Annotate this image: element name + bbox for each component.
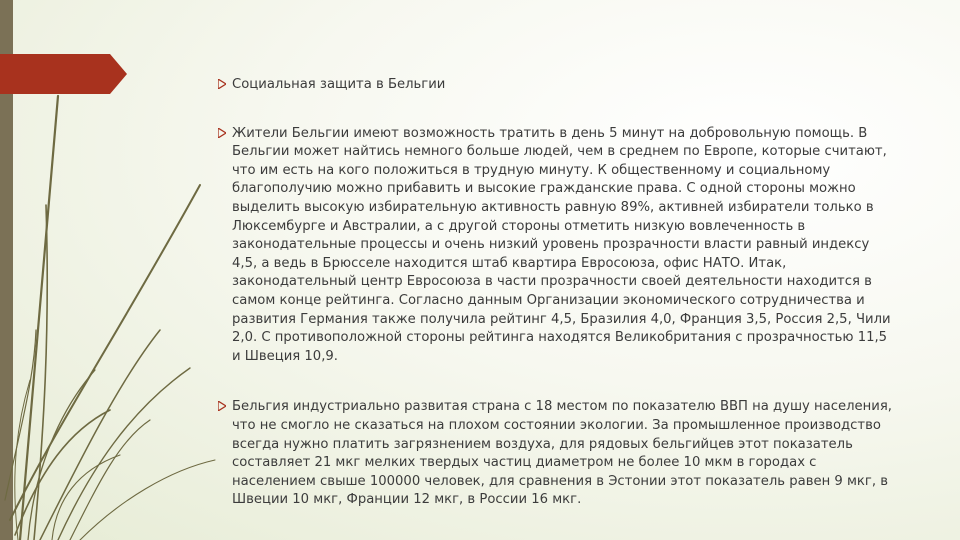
bullet-arrow-icon [218, 401, 226, 411]
bullet-text: Жители Бельгии имеют возможность тратить в день 5 минут на добровольную помощь. В Бельгии может найтись немного больше людей, чем в среднем по Европе, которые считают, что им есть на кого положиться в трудную минуту. К общественному и социальному благополучию можно прибавить и высокие гражданские права. С одной стороны можно выделить высокую избирательную активность равную 89%, активней избиратели только в Люксембурге и Австралии, а с другой стороны отметить низкую вовлеченность в законодательные процессы и очень низкий уровень прозрачности власти равный индексу 4,5, а ведь в Брюсселе находится штаб квартира Евросоюза, офис НАТО. Итак, законодательный центр Евросоюза в части прозрачности своей деятельности находится в самом конце рейтинга. Согласно данным Организации экономического сотрудничества и развития Германия также получила рейтинг 4,5, Бразилия 4,0, Франция 3,5, Россия 2,5, Чили 2,0. С противоположной стороны рейтинга находятся Великобритания с прозрачностью 11,5 и Швеция 10,9. [232, 125, 891, 364]
bullet-text: Социальная защита в Бельгии [232, 77, 446, 92]
bullet-item [218, 398, 898, 510]
bullet-arrow-icon [218, 128, 226, 138]
bullet-item [218, 76, 898, 95]
bullet-arrow-icon [218, 79, 226, 89]
bullet-item [218, 125, 898, 367]
bullet-text: Бельгия индустриально развитая страна с 18 местом по показателю ВВП на душу населения, что не смогло не сказаться на плохом состоянии экологии. За промышленное производство всегда нужно платить загрязнением воздуха, для рядовых бельгийцев этот показатель составляет 21 мкг мелких твердых частиц диаметром не более 10 мкм в городах с населением свыше 100000 человек, для сравнения в Эстонии этот показатель равен 9 мкг, в Швеции 10 мкг, Франции 12 мкг, в России 16 мкг. [232, 399, 892, 508]
slide-content [218, 76, 898, 510]
red-accent-tab [0, 54, 127, 94]
